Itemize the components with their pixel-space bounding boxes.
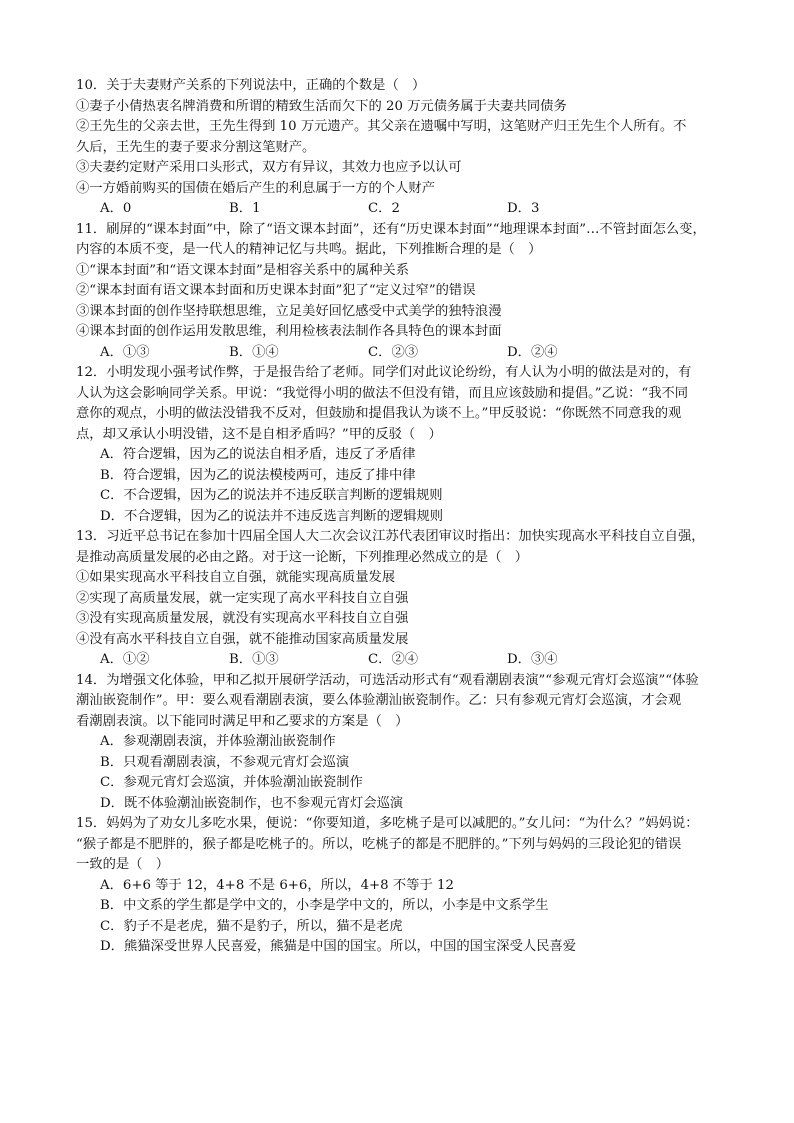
question-stem: “猴子都是不肥胖的，猴子都是吃桃子的。所以，吃桃子的都是不肥胖的。”下列与妈妈的三段论犯的错误	[76, 836, 682, 852]
statement: ④一方婚前购买的国债在婚后产生的利息属于一方的个人财产	[76, 180, 436, 196]
question-10	[76, 76, 754, 220]
option-b[interactable]: B．中文系的学生都是学中文的，小李是学中文的，所以，小李是中文系学生	[100, 898, 549, 913]
statement: 久后，王先生的妻子要求分割这笔财产。	[76, 139, 316, 155]
option-a[interactable]: A．①③	[100, 344, 150, 360]
question-stem: 潮汕嵌瓷制作”。甲：要么观看潮剧表演，要么体验潮汕嵌瓷制作。乙：只有参观元宵灯会巡演，才会观	[76, 693, 682, 708]
option-d[interactable]: D．3	[507, 201, 540, 216]
statement: ①如果实现高水平科技自立自强，就能实现高质量发展	[76, 570, 396, 585]
options-row	[76, 343, 754, 364]
option-d[interactable]: D．③④	[507, 652, 558, 667]
option-c[interactable]: C．豹子不是老虎，猫不是豹子，所以，猫不是老虎	[100, 918, 403, 934]
options-row	[76, 650, 754, 671]
statement: ②实现了高质量发展，就一定实现了高水平科技自立自强	[76, 590, 409, 606]
option-c[interactable]: C．②④	[368, 652, 419, 667]
question-stem: 看潮剧表演。以下能同时满足甲和乙要求的方案是（ ）	[76, 713, 409, 729]
question-stem: 14．为增强文化体验，甲和乙拟开展研学活动，可选活动形式有“观看潮剧表演”“参观元宵灯会巡演”“体验	[76, 672, 699, 688]
statement: ①妻子小倩热衷名牌消费和所谓的精致生活而欠下的 20 万元债务属于夫妻共同债务	[76, 98, 567, 114]
option-b[interactable]: B．1	[229, 201, 261, 216]
question-stem: 是推动高质量发展的必由之路。对于这一论断，下列推理必然成立的是（ ）	[76, 549, 529, 565]
option-d[interactable]: D．熊猫深受世界人民喜爱，熊猫是中国的国宝。所以，中国的国宝深受人民喜爱	[100, 939, 577, 954]
option-b[interactable]: B．只观看潮剧表演，不参观元宵灯会巡演	[100, 754, 350, 770]
option-c[interactable]: C．不合逻辑，因为乙的说法并不违反联言判断的逻辑规则	[100, 488, 443, 503]
question-15	[76, 814, 754, 958]
statement: ④课本封面的创作运用发散思维，利用检核表法制作各具特色的课本封面	[76, 324, 502, 339]
statement: ①“课本封面”和“语文课本封面”是相容关系中的属种关系	[76, 262, 410, 278]
option-c[interactable]: C．②③	[368, 344, 419, 360]
option-a[interactable]: A．6+6 等于 12，4+8 不是 6+6，所以，4+8 不等于 12	[100, 877, 454, 893]
option-d[interactable]: D．既不体验潮汕嵌瓷制作，也不参观元宵灯会巡演	[100, 795, 404, 811]
statement: ③夫妻约定财产采用口头形式，双方有异议，其效力也应予以认可	[76, 160, 462, 175]
option-a[interactable]: A．符合逻辑，因为乙的说法自相矛盾，违反了矛盾律	[100, 447, 416, 462]
option-a[interactable]: A．0	[100, 201, 132, 216]
statement: ②“课本封面有语文课本封面和历史课本封面”犯了“定义过窄”的错误	[76, 283, 476, 298]
option-b[interactable]: B．①④	[229, 344, 279, 360]
question-stem: 点，却又承认小明没错，这不是自相矛盾吗？”甲的反驳（ ）	[76, 426, 442, 442]
question-stem: 一致的是（ ）	[76, 857, 170, 872]
question-stem: 人认为这会影响同学关系。甲说：“我觉得小明的做法不但没有错，而且应该鼓励和提倡。”乙说：“我不同	[76, 385, 689, 401]
question-stem: 意你的观点，小明的做法没错我不反对，但鼓励和提倡我认为谈不上。”甲反驳说：“你既然不同意我的观	[76, 406, 682, 421]
option-c[interactable]: C．2	[368, 201, 400, 216]
question-stem: 11．刷屏的“课本封面”中，除了“语文课本封面”，还有“历史课本封面”“地理课本封面”…不管封面怎么变，	[76, 221, 706, 237]
question-11	[76, 220, 754, 364]
question-stem: 15．妈妈为了劝女儿多吃水果，便说：“你要知道，多吃桃子是可以减肥的。”女儿问：“为什么？”妈妈说：	[76, 816, 699, 831]
option-c[interactable]: C．参观元宵灯会巡演，并体验潮汕嵌瓷制作	[100, 775, 363, 790]
question-stem: 13．习近平总书记在参加十四届全国人大二次会议江苏代表团审议时指出：加快实现高水平科技自立自强，	[76, 529, 705, 544]
statement: ②王先生的父亲去世，王先生得到 10 万元遗产。其父亲在遗嘱中写明，这笔财产归王先生个人所有。不	[76, 119, 687, 134]
question-12	[76, 363, 754, 527]
question-stem: 内容的本质不变，是一代人的精神记忆与共鸣。据此，下列推断合理的是（ ）	[76, 242, 542, 257]
option-d[interactable]: D．不合逻辑，因为乙的说法并不违反选言判断的逻辑规则	[100, 508, 444, 524]
option-b[interactable]: B．符合逻辑，因为乙的说法模棱两可，违反了排中律	[100, 467, 416, 483]
statement: ③课本封面的创作坚持联想思维，立足美好回忆感受中式美学的独特浪漫	[76, 303, 502, 319]
option-b[interactable]: B．①③	[229, 652, 279, 667]
options-row	[76, 199, 754, 220]
question-13	[76, 527, 754, 671]
option-a[interactable]: A．参观潮剧表演，并体验潮汕嵌瓷制作	[100, 734, 336, 749]
question-stem: 12．小明发现小强考试作弊，于是报告给了老师。同学们对此议论纷纷，有人认为小明的做法是对的，有	[76, 365, 692, 380]
option-d[interactable]: D．②④	[507, 344, 558, 360]
question-14	[76, 671, 754, 815]
question-stem: 10．关于夫妻财产关系的下列说法中，正确的个数是（ ）	[76, 78, 426, 93]
statement: ③没有实现高质量发展，就没有实现高水平科技自立自强	[76, 611, 409, 626]
statement: ④没有高水平科技自立自强，就不能推动国家高质量发展	[76, 631, 409, 647]
option-a[interactable]: A．①②	[100, 652, 150, 667]
